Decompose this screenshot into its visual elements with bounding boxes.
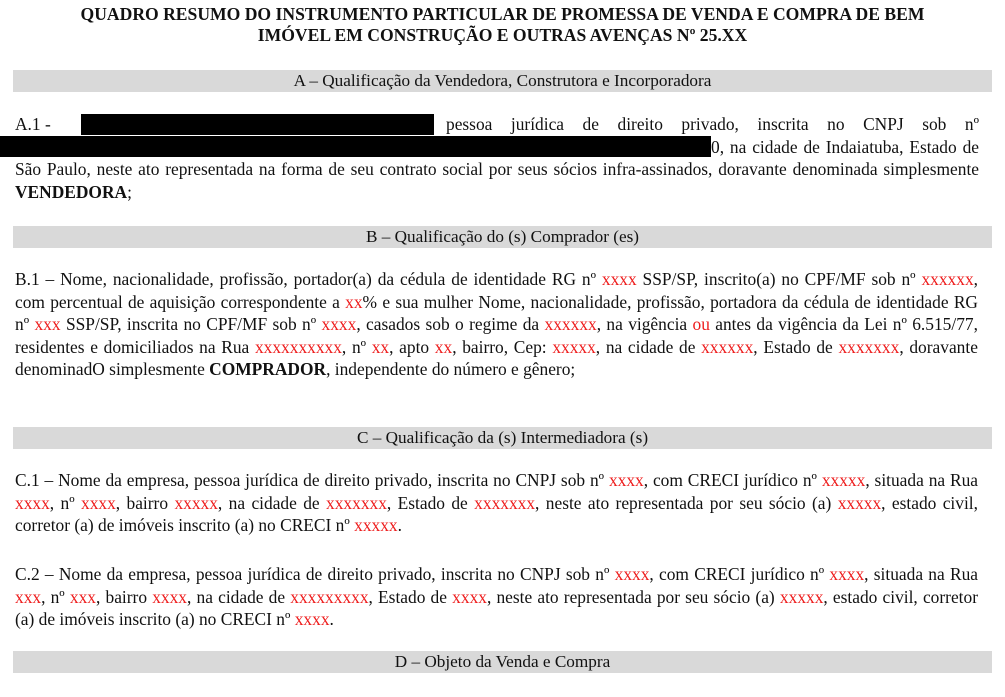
text-segment: , Estado de [368,586,447,607]
section-d-heading: D – Objeto da Venda e Compra [13,651,992,673]
text-segment: , com percentual de aquisição correspondente a [15,269,978,312]
a1-bold-vendedora: VENDEDORA [15,181,128,202]
text-segment: antes da vigência da Lei nº 6.515/77, residentes e domiciliados na Rua [15,314,978,357]
placeholder-value: xxxx [614,564,650,584]
title-line-1: QUADRO RESUMO DO INSTRUMENTO PARTICULAR DE PROMESSA DE VENDA E COMPRA DE BEM [80,4,925,24]
text-segment: , estado civil, corretor (a) de imóveis inscrito (a) no CRECI nº [15,492,978,535]
text-segment: , nº [41,586,65,607]
placeholder-value: xxx [69,586,96,607]
text-segment: , situada na Rua [864,564,978,584]
placeholder-value: xxxx [608,470,644,490]
text-segment: , bairro [115,492,169,513]
placeholder-value: ou [692,314,710,334]
text-segment: , independente do número e gênero; [326,359,576,379]
placeholder-value: xxxxxxx [326,492,387,513]
placeholder-value: xxxxxx [701,336,754,357]
text-segment: , com CRECI jurídico nº [649,564,825,584]
placeholder-value: xxxxx [354,515,398,535]
placeholder-value: xxxxxx [921,269,974,289]
a1-text-line1: pessoa jurídica de direito privado, inscrita no CNPJ sob nº [446,114,979,134]
text-segment: , bairro, Cep: [452,336,547,357]
paragraph-c1 [15,469,978,537]
placeholder-value: xxxxxxxxxx [254,336,342,357]
placeholder-value: xx [434,336,453,357]
text-segment: B.1 – Nome, nacionalidade, profissão, portador(a) da cédula de identidade RG nº [15,269,596,289]
placeholder-value: xxxxx [552,336,596,357]
text-segment: , nº [49,492,75,513]
paragraph-c2 [15,563,978,631]
text-segment: , bairro [95,586,148,607]
text-segment: , estado civil, corretor (a) de imóveis inscrito (a) no CRECI nº [15,586,978,629]
placeholder-value: xxxx [321,314,357,334]
section-a-heading: A – Qualificação da Vendedora, Construtora e Incorporadora [13,70,992,92]
placeholder-value: xxxxx [779,586,824,607]
text-segment: C.1 – Nome da empresa, pessoa jurídica de direito privado, inscrita no CNPJ sob nº [15,470,605,490]
text-segment: . [397,515,402,535]
placeholder-value: xxxx [152,586,187,607]
text-segment: , apto [389,336,430,357]
placeholder-value: xx [345,291,363,312]
text-segment: , doravante denominadO simplesmente [15,336,978,379]
text-segment: , neste ato representada por seu sócio (a) [535,492,832,513]
placeholder-value: xxxx [452,586,487,607]
placeholder-value: xxxxxxx [474,492,536,513]
section-c-heading: C – Qualificação da (s) Intermediadora (s) [13,427,992,449]
text-segment: , na vigência [596,314,688,334]
a1-label: A.1 - [15,114,51,134]
placeholder-value: xxxxx [837,492,882,513]
text-segment: , neste ato representada por seu sócio (a) [486,586,775,607]
text-segment: SSP/SP, inscrita no CPF/MF sob nº [65,314,317,334]
placeholder-value: xxxx [294,609,330,629]
placeholder-value: xxxx [81,492,116,513]
placeholder-value: xxx [15,586,42,607]
text-segment: SSP/SP, inscrito(a) no CPF/MF sob nº [642,269,916,289]
placeholder-value: xx [371,336,390,357]
text-segment: , Estado de [386,492,468,513]
text-segment: C.2 – Nome da empresa, pessoa jurídica de direito privado, inscrita no CNPJ sob nº [15,564,610,584]
placeholder-value: xxxxxx [544,314,597,334]
a1-text-rest [15,136,979,204]
text-segment: . [329,609,334,629]
text-segment: 0, na cidade de Indaiatuba, Estado de São Paulo, neste ato representada na forma de seu contrato social por seus sócios infra-assinados, doravante denominada simplesmente [15,136,979,179]
document-title [0,4,1005,46]
placeholder-value: xxxxx [821,470,866,490]
placeholder-value: xxxx [601,269,637,289]
title-line-2: IMÓVEL EM CONSTRUÇÃO E OUTRAS AVENÇAS Nº 25.XX [257,25,748,45]
placeholder-value: xxxx [829,564,865,584]
text-segment: , na cidade de [217,492,320,513]
text-segment: , na cidade de [595,336,696,357]
b1-bold-comprador: COMPRADOR [209,359,327,379]
text-segment: % e sua mulher Nome, nacionalidade, profissão, portadora da cédula de identidade RG nº [15,291,978,334]
placeholder-value: xxxx [15,492,50,513]
text-segment: , com CRECI jurídico nº [643,470,817,490]
text-segment: , situada na Rua [865,470,979,490]
placeholder-value: xxxxxxx [838,336,900,357]
text-segment: , nº [341,336,367,357]
section-b-heading: B – Qualificação do (s) Comprador (es) [13,226,992,248]
placeholder-value: xxx [34,314,61,334]
text-segment: , Estado de [753,336,833,357]
placeholder-value: xxxxx [174,492,218,513]
text-segment: , na cidade de [187,586,286,607]
paragraph-b1 [15,268,978,381]
text-segment: ; [127,181,132,202]
text-segment: , casados sob o regime da [356,314,540,334]
placeholder-value: xxxxxxxxx [290,586,369,607]
paragraph-a1 [15,113,979,203]
